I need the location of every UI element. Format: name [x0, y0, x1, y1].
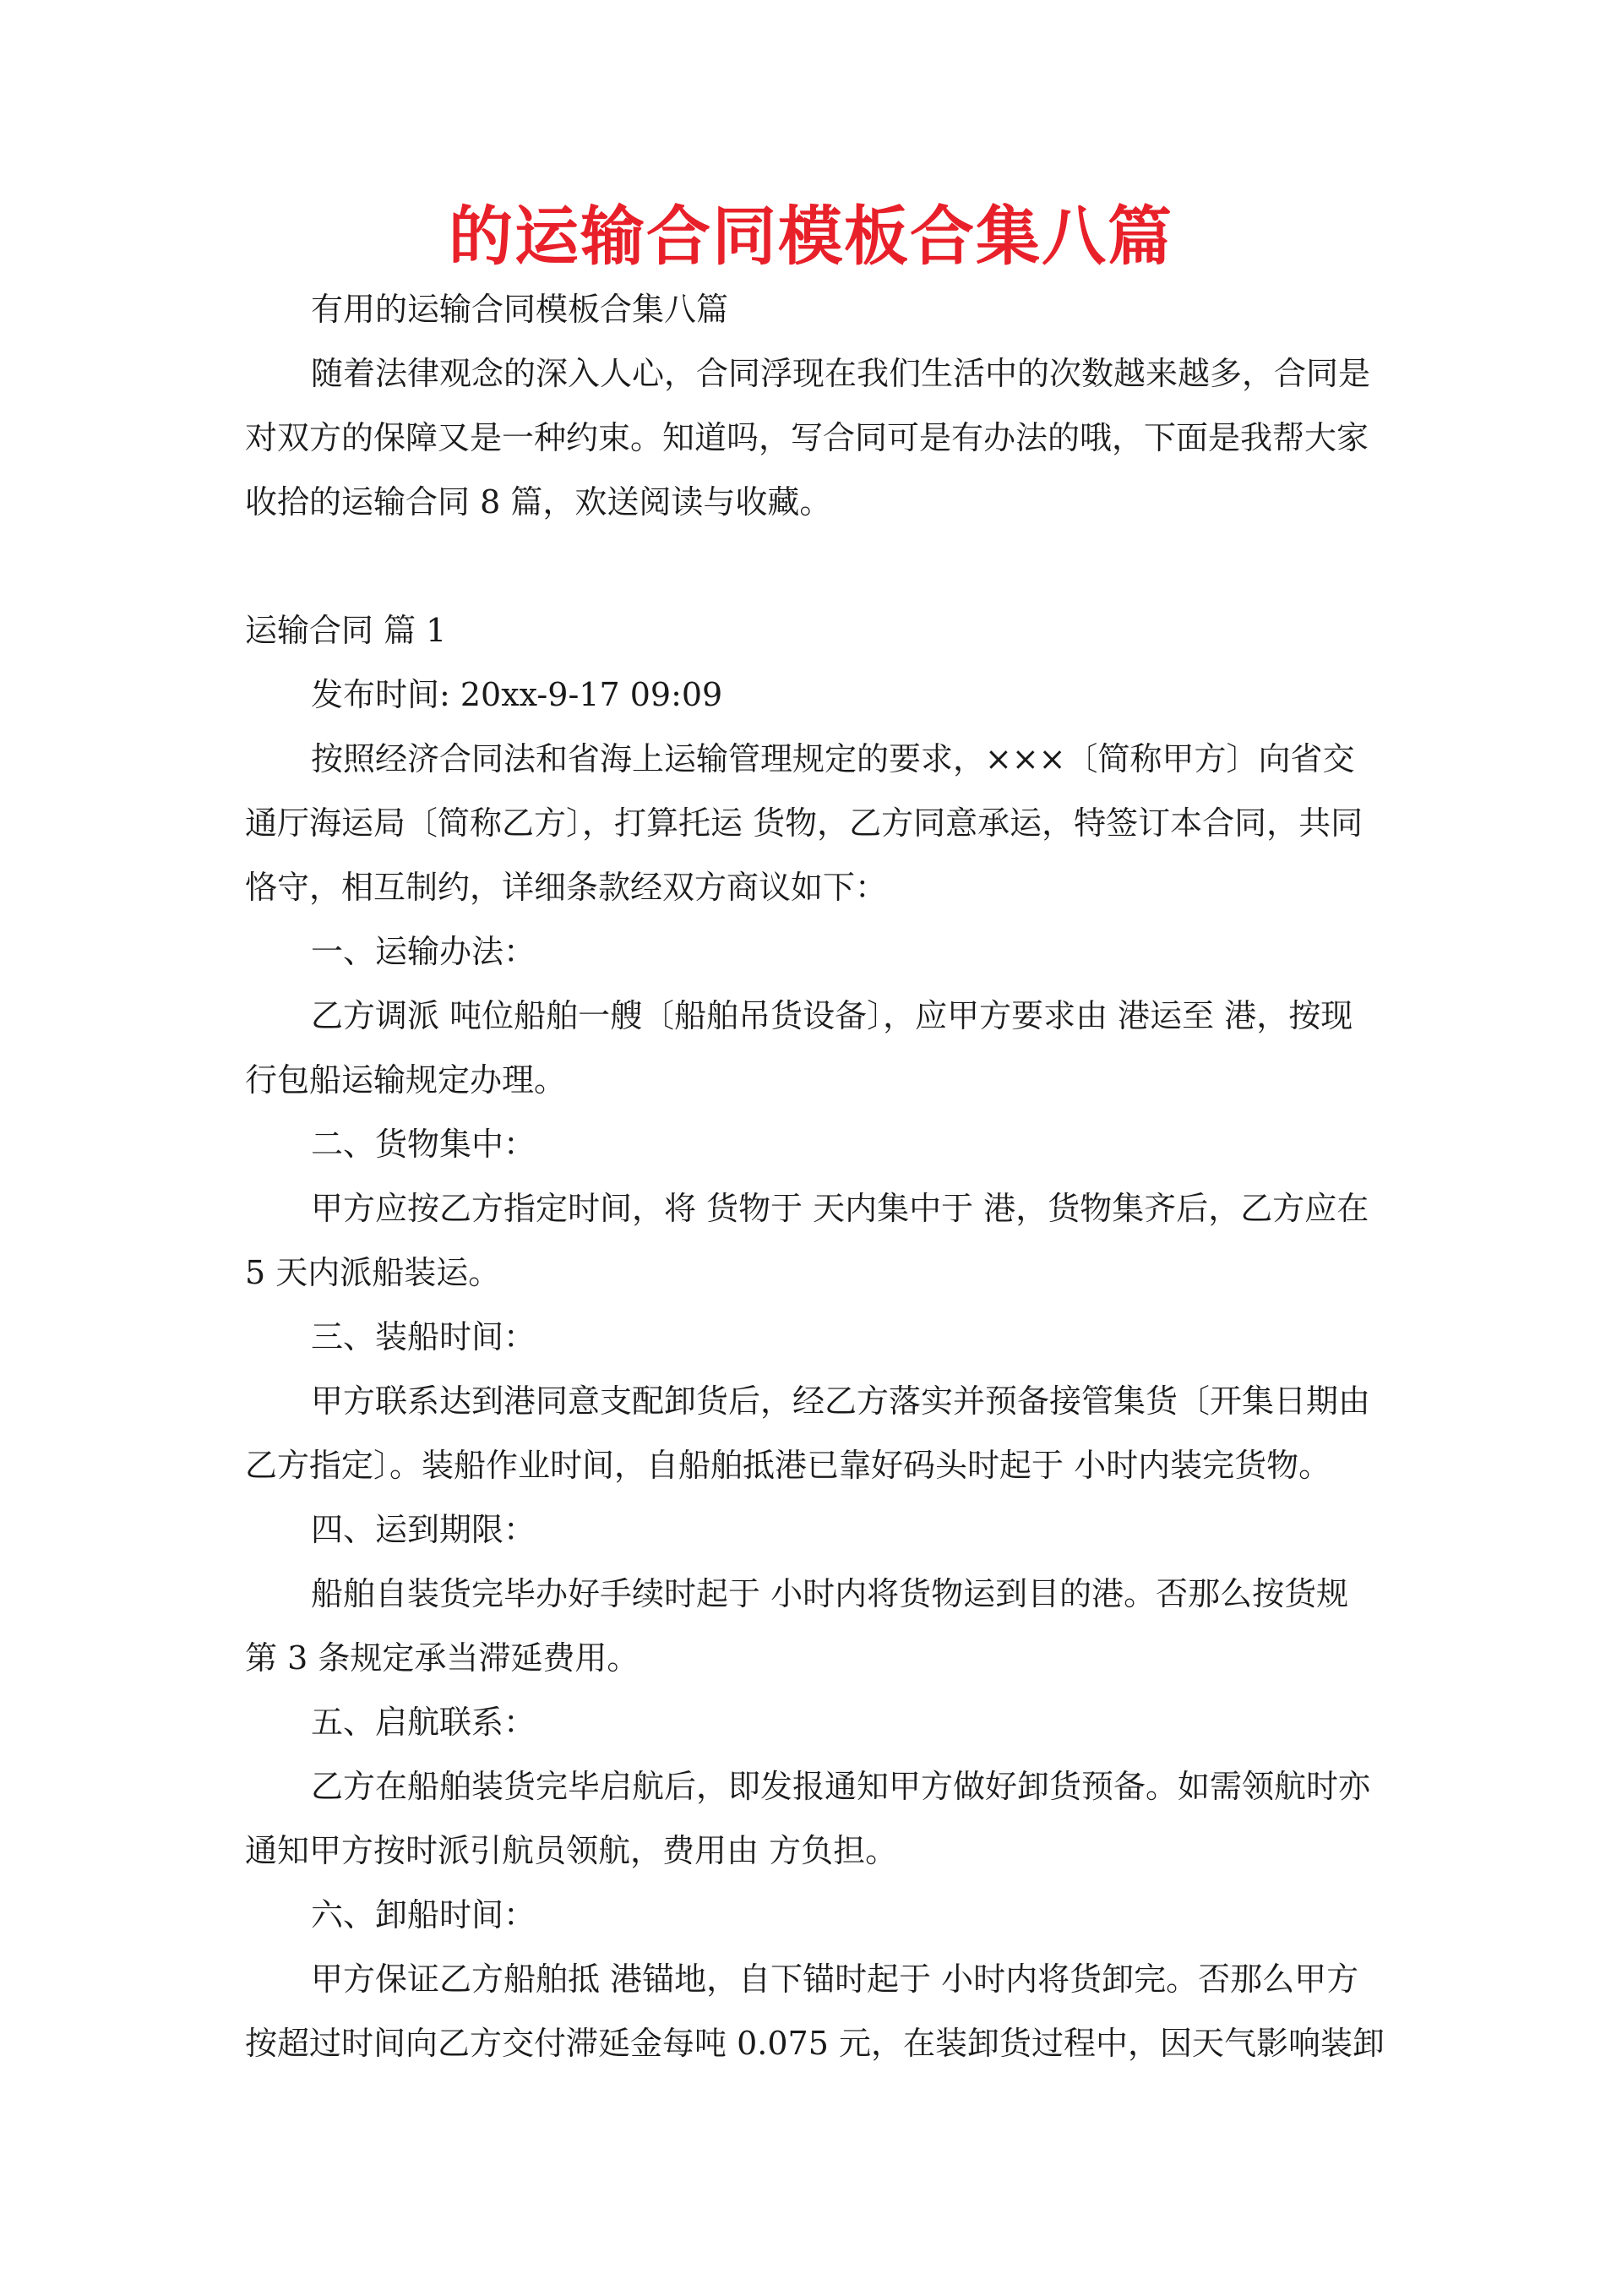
clause-line: 乙方指定〕。装船作业时间，自船舶抵港已靠好码头时起于 小时内装完货物。 — [245, 1447, 1331, 1484]
clause-heading: 五、启航联系： — [311, 1704, 536, 1741]
clause-line: 甲方联系达到港同意支配卸货后，经乙方落实并预备接管集货〔开集日期由 — [311, 1383, 1371, 1420]
publish-time: 发布时间: 20xx-9-17 09:09 — [311, 676, 723, 713]
clause-line: 按超过时间向乙方交付滞延金每吨 0.075 元，在装卸货过程中，因天气影响装卸 — [245, 2025, 1385, 2062]
document-body — [245, 277, 1385, 2075]
blank-line — [245, 534, 1385, 598]
clause-line: 行包船运输规定办理。 — [245, 1061, 567, 1099]
clause-line: 甲方应按乙方指定时间，将 货物于 天内集中于 港，货物集齐后，乙方应在 — [311, 1190, 1369, 1227]
document-subtitle: 有用的运输合同模板合集八篇 — [311, 291, 729, 328]
clause-line: 乙方调派 吨位船舶一艘〔船舶吊货设备〕，应甲方要求由 港运至 港，按现 — [311, 997, 1353, 1034]
clause-line: 5 天内派船装运。 — [245, 1254, 501, 1291]
clause-line: 甲方保证乙方船舶抵 港锚地，自下锚时起于 小时内将货卸完。否那么甲方 — [311, 1961, 1359, 1998]
intro-line: 收拾的运输合同 8 篇，欢送阅读与收藏。 — [245, 483, 832, 521]
document-title: 的运输合同模板合集八篇 — [449, 199, 1173, 274]
clause-heading: 一、运输办法： — [311, 933, 536, 970]
clause-heading: 二、货物集中： — [311, 1126, 536, 1163]
intro-line: 对双方的保障又是一种约束。知道吗，写合同可是有办法的哦，下面是我帮大家 — [245, 419, 1369, 456]
section-heading: 运输合同 篇 1 — [245, 612, 447, 649]
clause-heading: 四、运到期限： — [311, 1511, 536, 1548]
preamble-line: 按照经济合同法和省海上运输管理规定的要求，×××〔简称甲方〕向省交 — [311, 740, 1355, 777]
clause-heading: 六、卸船时间： — [311, 1896, 536, 1933]
clause-line: 通知甲方按时派引航员领航，费用由 方负担。 — [245, 1832, 898, 1869]
clause-line: 船舶自装货完毕办好手续时起于 小时内将货物运到目的港。否那么按货规 — [311, 1575, 1349, 1612]
clause-heading: 三、装船时间： — [311, 1318, 536, 1355]
intro-line: 随着法律观念的深入人心，合同浮现在我们生活中的次数越来越多，合同是 — [311, 355, 1371, 392]
clause-line: 乙方在船舶装货完毕启航后，即发报通知甲方做好卸货预备。如需领航时亦 — [311, 1768, 1371, 1805]
preamble-line: 恪守，相互制约，详细条款经双方商议如下： — [245, 869, 888, 906]
preamble-line: 通厅海运局〔简称乙方〕，打算托运 货物，乙方同意承运，特签订本合同，共同 — [245, 804, 1363, 842]
clause-line: 第 3 条规定承当滞延费用。 — [245, 1639, 640, 1677]
